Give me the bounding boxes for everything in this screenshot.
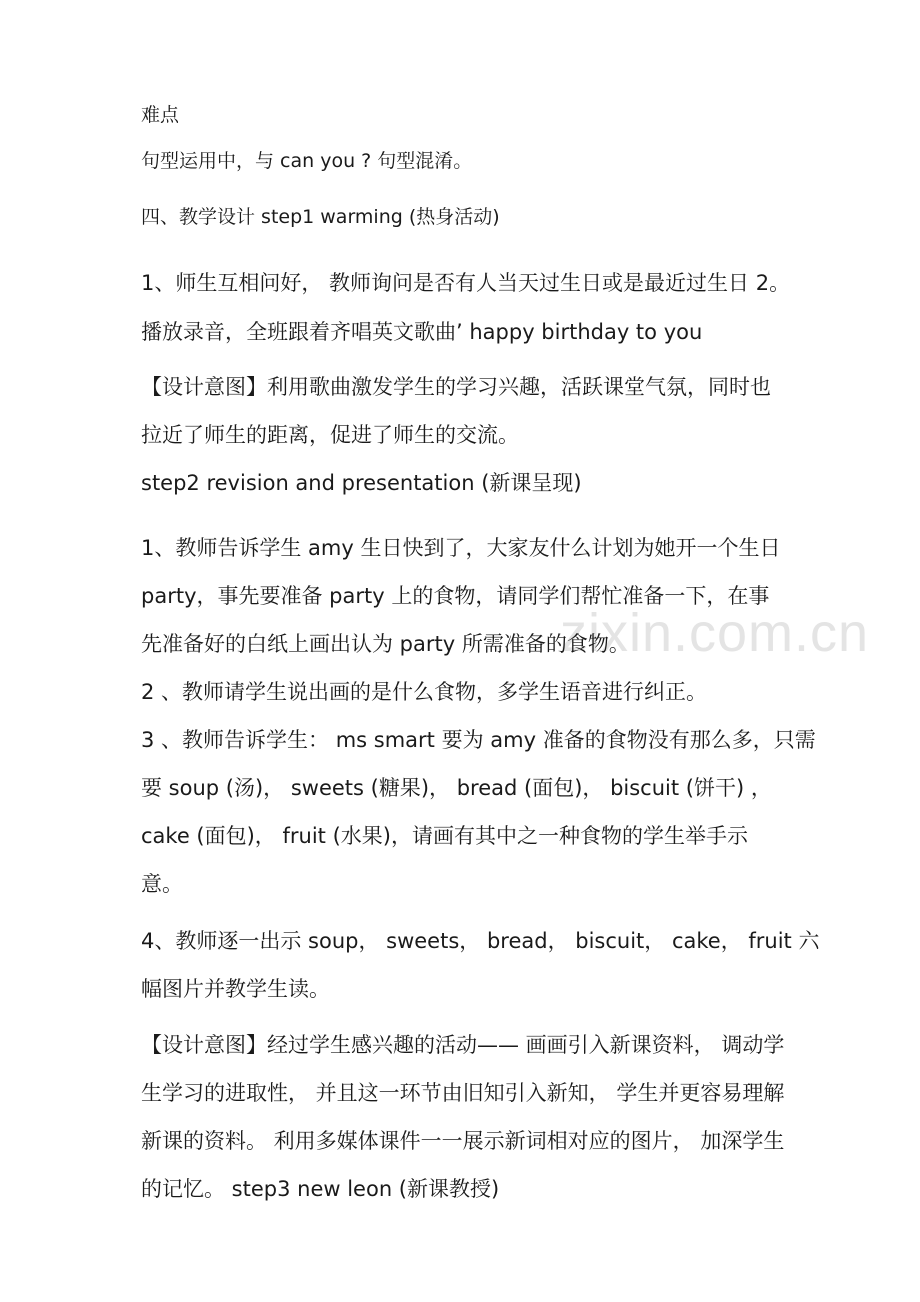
paragraph-line: 4、教师逐一出示 soup， sweets， bread， biscuit， cake， fruit 六 (141, 929, 820, 953)
section-heading-difficulty: 难点 (141, 104, 180, 126)
paragraph-line: 的记忆。 step3 new leon (新课教授) (141, 1177, 500, 1201)
watermark-text: zixin.com.cn (560, 603, 870, 663)
paragraph-line: 1、教师告诉学生 amy 生日快到了，大家友什么计划为她开一个生日 (141, 536, 781, 560)
paragraph-line: 先准备好的白纸上画出认为 party 所需准备的食物。 (141, 632, 630, 656)
paragraph-line: 句型运用中，与 can you ? 句型混淆。 (141, 150, 473, 172)
paragraph-line: 播放录音，全班跟着齐唱英文歌曲’ happy birthday to you (141, 320, 703, 344)
paragraph-line: cake (面包)， fruit (水果)，请画有其中之一种食物的学生举手示 (141, 824, 748, 848)
step-heading: step2 revision and presentation (新课呈现) (141, 471, 582, 495)
paragraph-line: 要 soup (汤)， sweets (糖果)， bread (面包)， biscuit (饼干) ， (141, 776, 772, 800)
paragraph-line: 1、师生互相问好， 教师询问是否有人当天过生日或是最近过生日 2。 (141, 271, 791, 295)
design-intent-line: 【设计意图】经过学生感兴趣的活动—— 画画引入新课资料， 调动学 (141, 1033, 785, 1057)
paragraph-line: 2 、教师请学生说出画的是什么食物，多学生语音进行纠正。 (141, 680, 708, 704)
paragraph-line: 新课的资料。 利用多媒体课件一一展示新词相对应的图片， 加深学生 (141, 1129, 785, 1153)
paragraph-line: 意。 (141, 872, 183, 896)
paragraph-line: 幅图片并教学生读。 (141, 977, 330, 1001)
paragraph-line: 拉近了师生的距离，促进了师生的交流。 (141, 423, 519, 447)
paragraph-line: party，事先要准备 party 上的食物，请同学们帮忙准备一下，在事 (141, 584, 770, 608)
section-heading-teaching-design: 四、教学设计 step1 warming (热身活动) (141, 206, 500, 228)
paragraph-line: 3 、教师告诉学生： ms smart 要为 amy 准备的食物没有那么多，只需 (141, 728, 816, 752)
design-intent-line: 【设计意图】利用歌曲激发学生的学习兴趣，活跃课堂气氛，同时也 (141, 375, 771, 399)
paragraph-line: 生学习的进取性， 并且这一环节由旧知引入新知， 学生并更容易理解 (141, 1081, 785, 1105)
